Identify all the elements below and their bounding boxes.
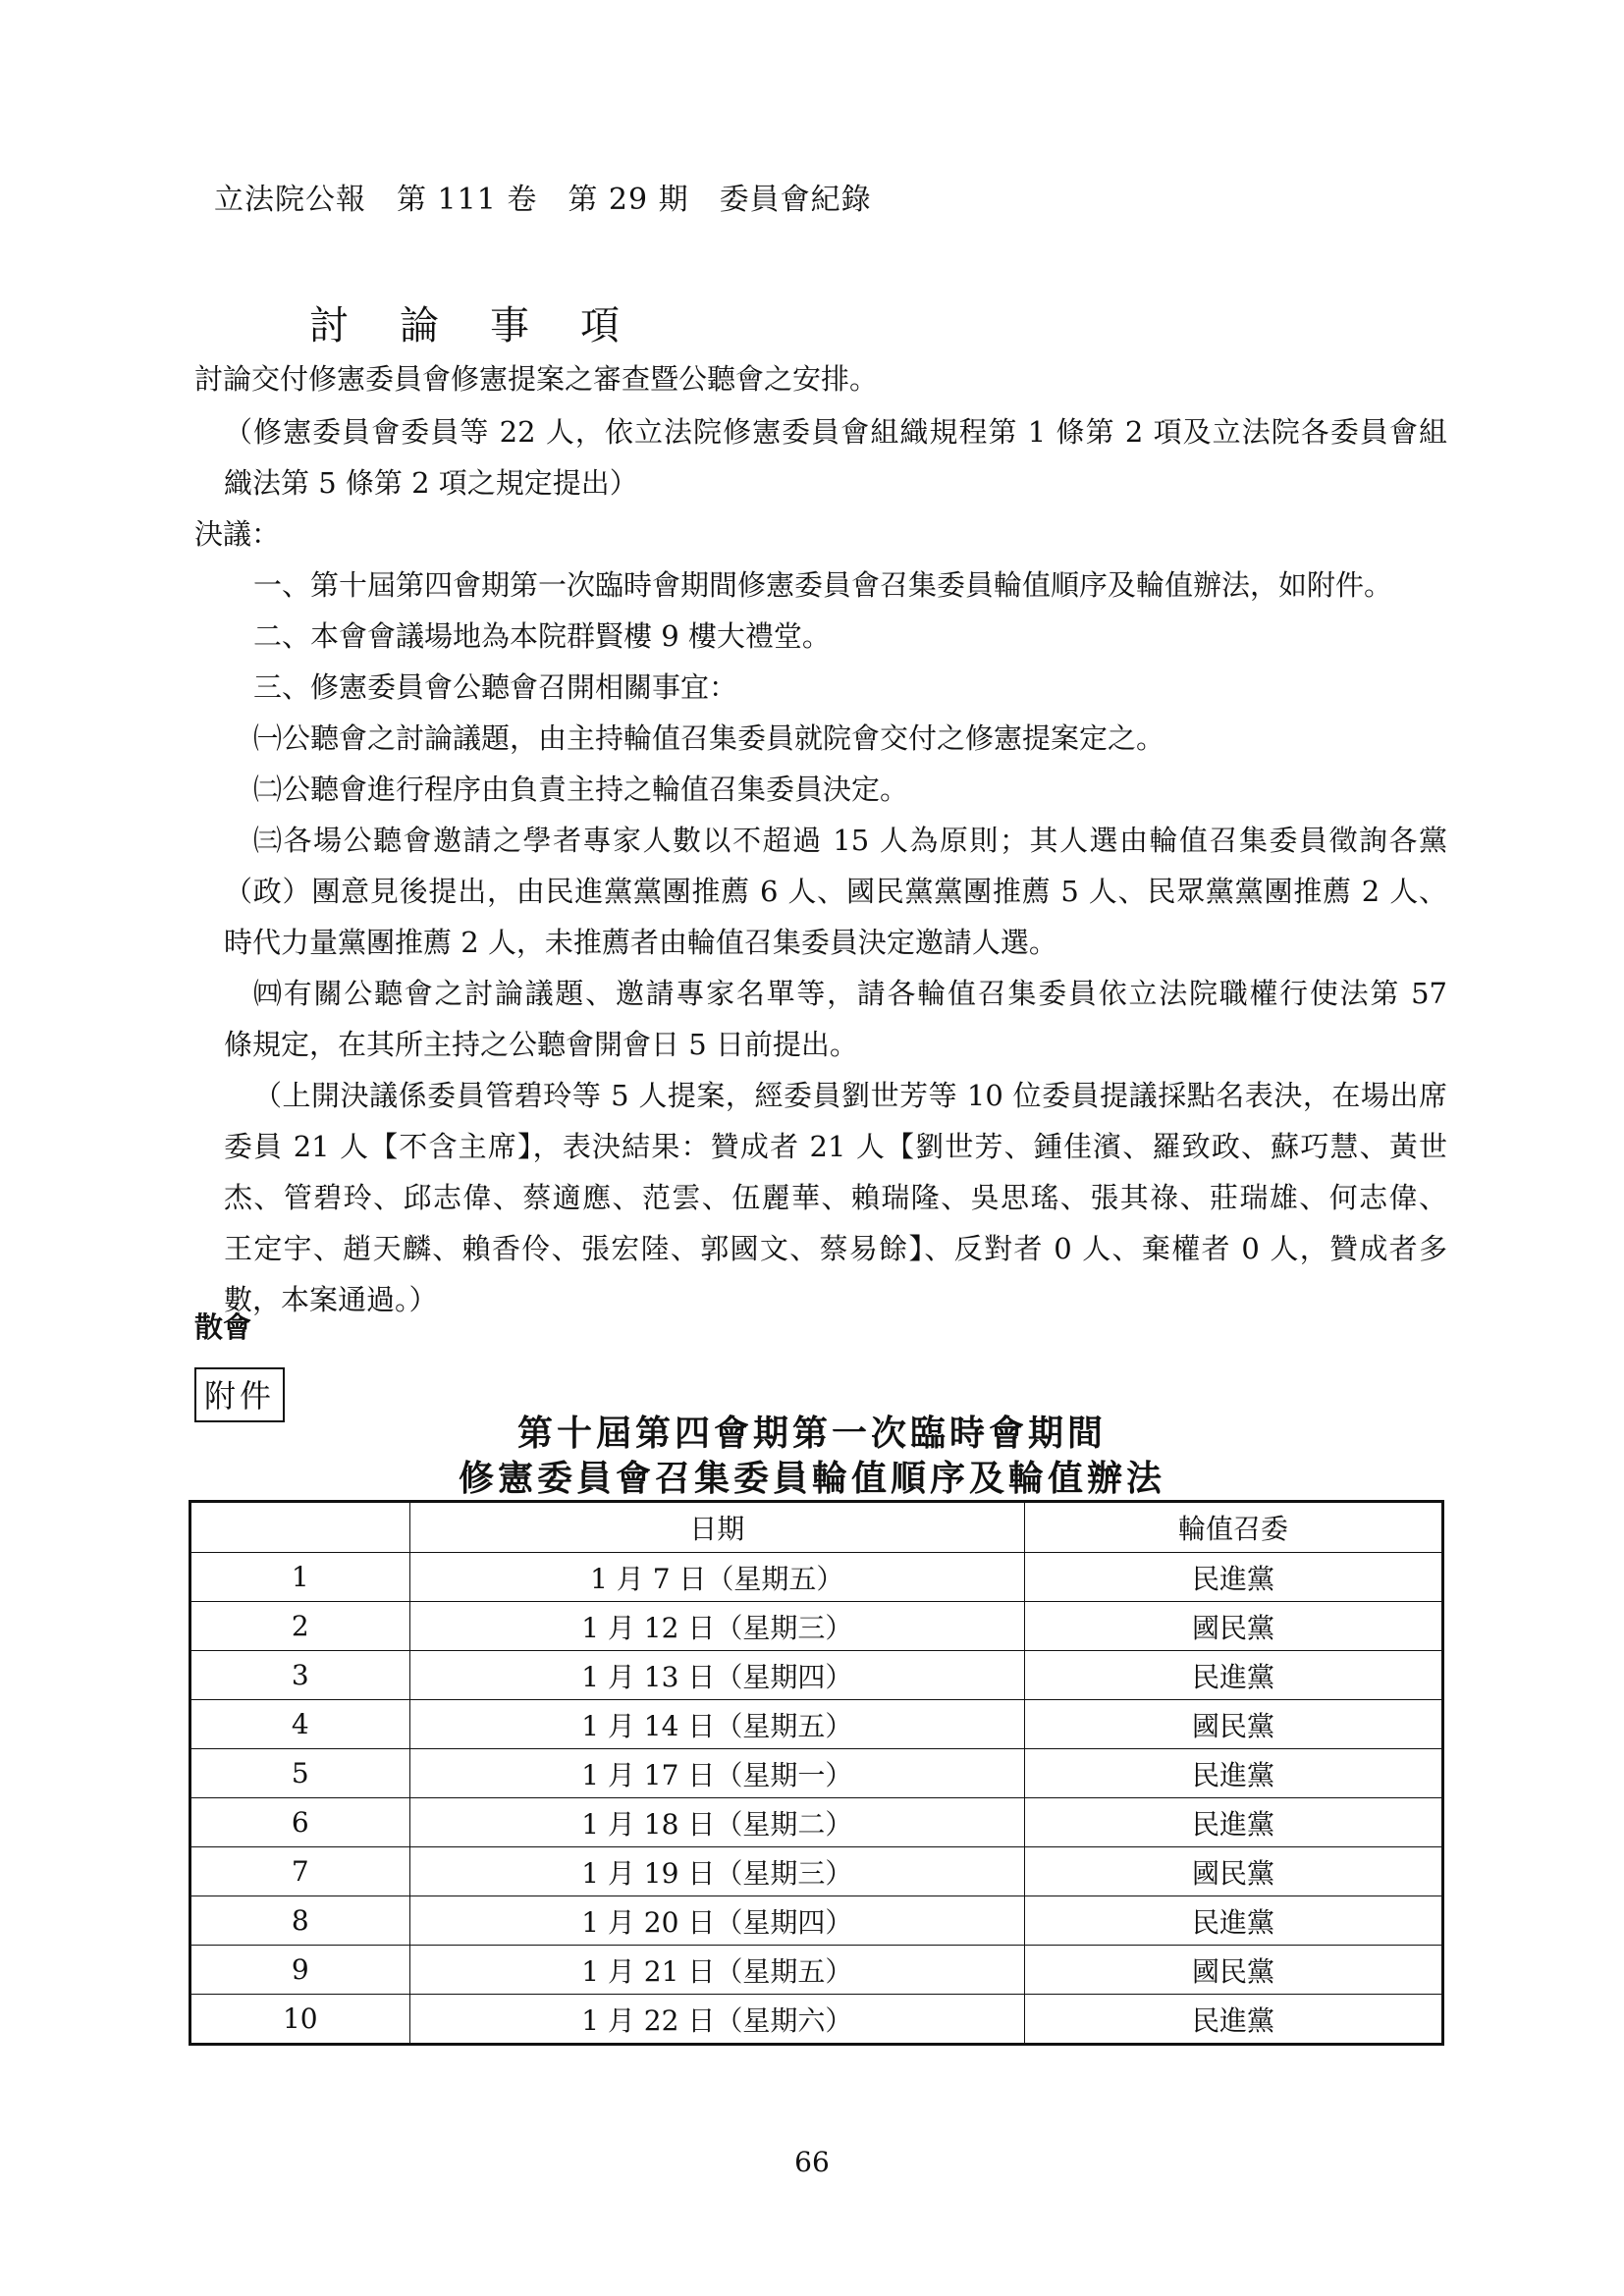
vote-note-line: 杰、管碧玲、邱志偉、蔡適應、范雲、伍麗華、賴瑞隆、吳思瑤、張其祿、莊瑞雄、何志偉、: [224, 1181, 1447, 1214]
page-number: 66: [794, 2146, 830, 2178]
rotation-table: [189, 1500, 1444, 2046]
row-index: 4: [190, 1700, 410, 1749]
table-row: [190, 1553, 1443, 1602]
row-party: 民進黨: [1025, 1995, 1443, 2045]
row-date: 1 月 22 日（星期六）: [409, 1995, 1025, 2045]
table-row: [190, 1995, 1443, 2045]
vote-note-line: 數，本案通過。）: [224, 1283, 438, 1316]
table-row: [190, 1798, 1443, 1847]
row-index: 1: [190, 1553, 410, 1602]
proposer-note-line: （修憲委員會委員等 22 人，依立法院修憲委員會組織規程第 1 條第 2 項及立法院各委員會組: [224, 415, 1447, 449]
table-row: [190, 1651, 1443, 1700]
resolution-subitem-cont: 條規定，在其所主持之公聽會開會日 5 日前提出。: [224, 1028, 858, 1061]
row-date: 1 月 12 日（星期三）: [409, 1602, 1025, 1651]
row-party: 民進黨: [1025, 1553, 1443, 1602]
row-index: 6: [190, 1798, 410, 1847]
row-party: 國民黨: [1025, 1700, 1443, 1749]
row-index: 7: [190, 1847, 410, 1896]
row-party: 國民黨: [1025, 1847, 1443, 1896]
proposer-note-line: 織法第 5 條第 2 項之規定提出）: [224, 466, 638, 500]
resolution-item: 一、第十屆第四會期第一次臨時會期間修憲委員會召集委員輪值順序及輪值辦法，如附件。: [253, 568, 1393, 602]
adjourn-label: 散會: [194, 1310, 252, 1344]
table-row: [190, 1749, 1443, 1798]
table-row: [190, 1946, 1443, 1995]
row-party: 民進黨: [1025, 1749, 1443, 1798]
table-row: [190, 1847, 1443, 1896]
row-date: 1 月 20 日（星期四）: [409, 1896, 1025, 1946]
header-date: 日期: [409, 1502, 1025, 1553]
resolution-subitem: ㈡公聽會進行程序由負責主持之輪值召集委員決定。: [253, 773, 909, 806]
row-party: 國民黨: [1025, 1946, 1443, 1995]
section-title: 討論事項: [309, 303, 671, 348]
vote-note-line: 王定宇、趙天麟、賴香伶、張宏陸、郭國文、蔡易餘】、反對者 0 人、棄權者 0 人，贊成者多: [224, 1232, 1447, 1265]
resolution-subitem: ㈠公聽會之討論議題，由主持輪值召集委員就院會交付之修憲提案定之。: [253, 721, 1165, 755]
row-index: 5: [190, 1749, 410, 1798]
row-date: 1 月 21 日（星期五）: [409, 1946, 1025, 1995]
resolution-subitem-cont: （政）團意見後提出，由民進黨黨團推薦 6 人、國民黨黨團推薦 5 人、民眾黨黨團推薦 2 人、: [224, 875, 1447, 908]
header-index: [190, 1502, 410, 1553]
row-party: 民進黨: [1025, 1798, 1443, 1847]
resolution-item: 三、修憲委員會公聽會召開相關事宜：: [253, 670, 738, 704]
row-date: 1 月 13 日（星期四）: [409, 1651, 1025, 1700]
header-convener: 輪值召委: [1025, 1502, 1443, 1553]
resolution-label: 決議：: [194, 517, 281, 551]
resolution-subitem: ㈢各場公聽會邀請之學者專家人數以不超過 15 人為原則；其人選由輪值召集委員徵詢各黨: [253, 824, 1447, 857]
row-party: 國民黨: [1025, 1602, 1443, 1651]
resolution-item: 二、本會會議場地為本院群賢樓 9 樓大禮堂。: [253, 619, 831, 653]
row-index: 8: [190, 1896, 410, 1946]
row-index: 2: [190, 1602, 410, 1651]
row-index: 10: [190, 1995, 410, 2045]
table-row: [190, 1602, 1443, 1651]
row-index: 9: [190, 1946, 410, 1995]
table-title: 第十屆第四會期第一次臨時會期間: [516, 1413, 1107, 1454]
row-index: 3: [190, 1651, 410, 1700]
resolution-subitem: ㈣有關公聽會之討論議題、邀請專家名單等，請各輪值召集委員依立法院職權行使法第 57: [253, 977, 1447, 1010]
row-date: 1 月 17 日（星期一）: [409, 1749, 1025, 1798]
resolution-subitem-cont: 時代力量黨團推薦 2 人，未推薦者由輪值召集委員決定邀請人選。: [224, 926, 1057, 959]
row-party: 民進黨: [1025, 1896, 1443, 1946]
vote-note-line: 委員 21 人【不含主席】，表決結果：贊成者 21 人【劉世芳、鍾佳濱、羅致政、蘇巧慧、黃世: [224, 1130, 1447, 1163]
table-row: [190, 1896, 1443, 1946]
gazette-header: 立法院公報 第 111 卷 第 29 期 委員會紀錄: [214, 183, 872, 217]
row-date: 1 月 14 日（星期五）: [409, 1700, 1025, 1749]
row-date: 1 月 19 日（星期三）: [409, 1847, 1025, 1896]
row-date: 1 月 7 日（星期五）: [409, 1553, 1025, 1602]
discussion-item: 討論交付修憲委員會修憲提案之審查暨公聽會之安排。: [194, 362, 879, 396]
table-row: [190, 1700, 1443, 1749]
table-header-row: [190, 1502, 1443, 1553]
table-subtitle: 修憲委員會召集委員輪值順序及輪值辦法: [458, 1458, 1165, 1499]
row-date: 1 月 18 日（星期二）: [409, 1798, 1025, 1847]
annex-label: 附件: [194, 1367, 285, 1422]
vote-note-line: （上開決議係委員管碧玲等 5 人提案，經委員劉世芳等 10 位委員提議採點名表決，在場出席: [253, 1079, 1447, 1112]
row-party: 民進黨: [1025, 1651, 1443, 1700]
